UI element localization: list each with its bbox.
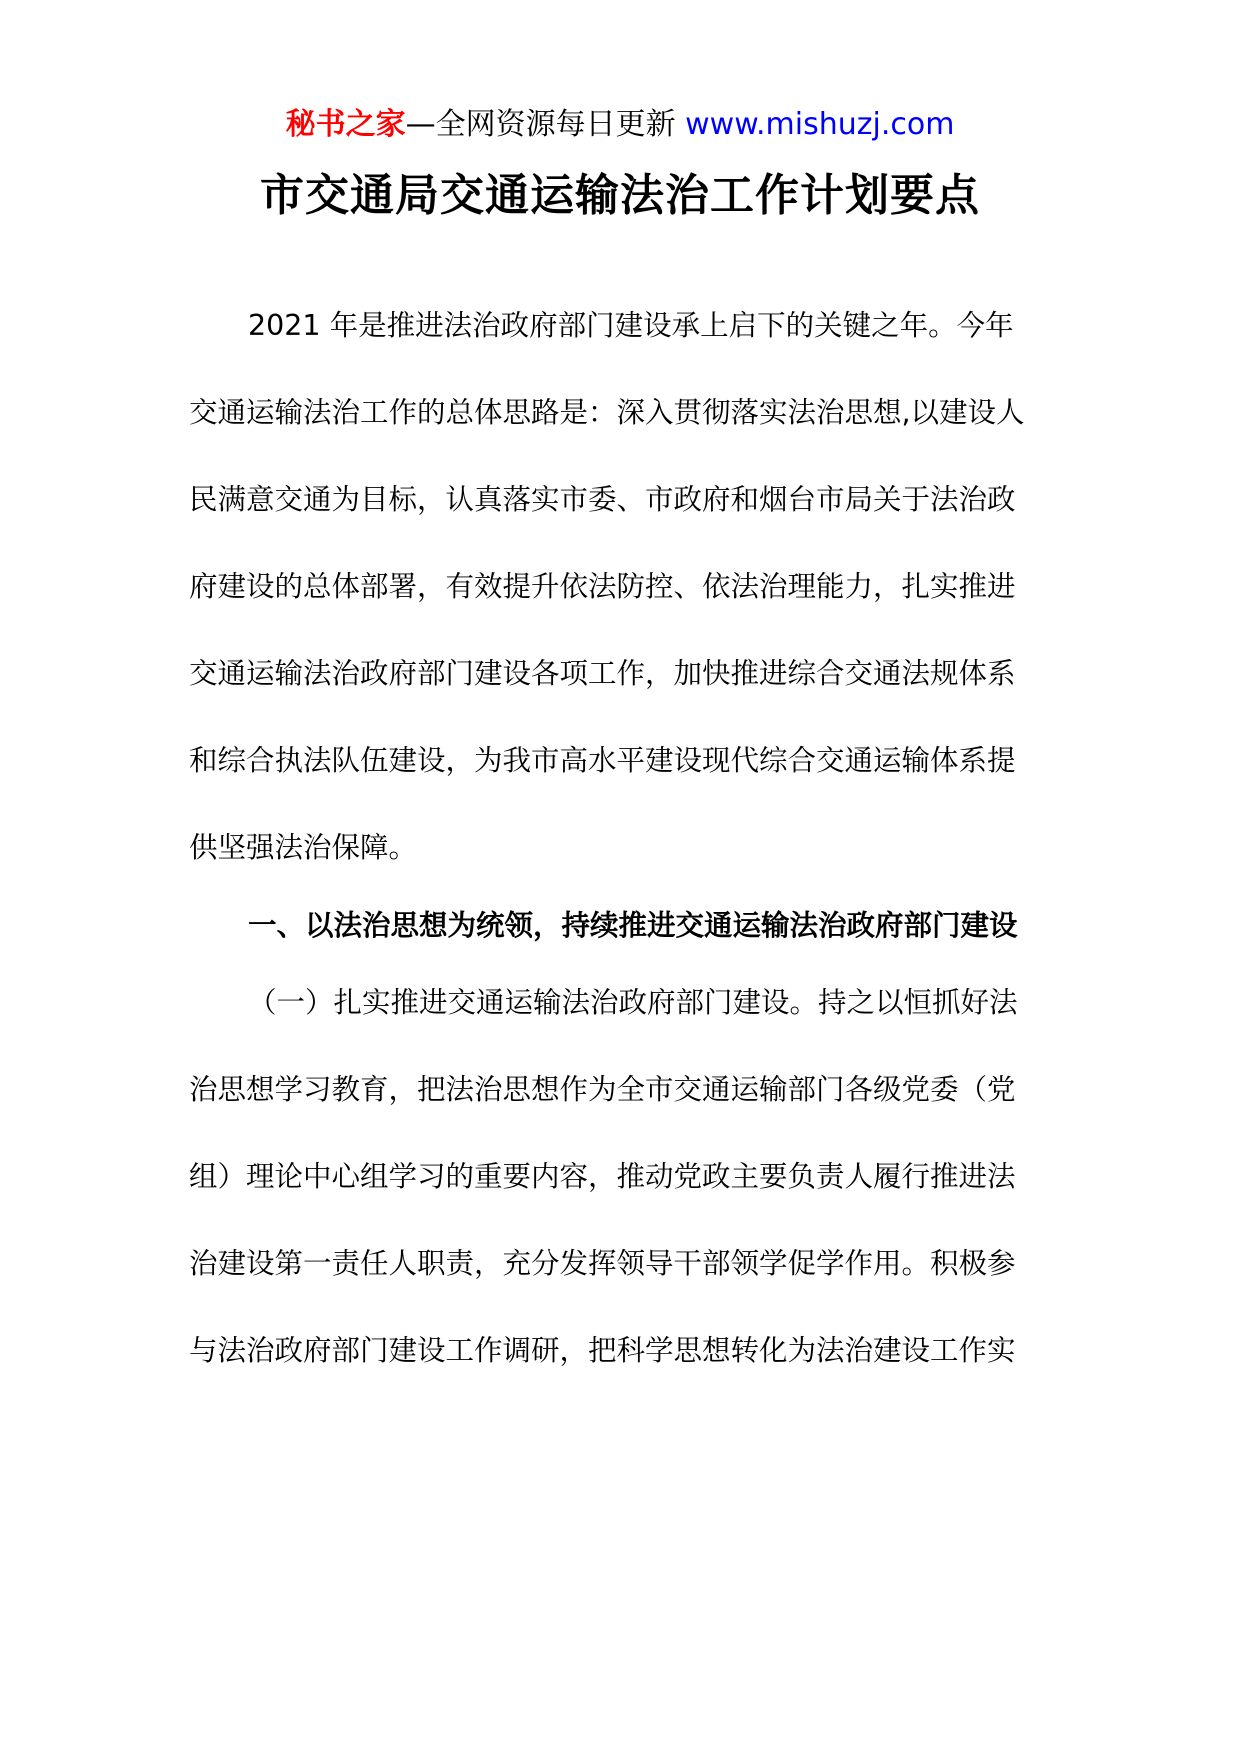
body-line-3: 民满意交通为目标，认真落实市委、市政府和烟台市局关于法治政 (189, 483, 1016, 516)
section-heading-1: 一、以法治思想为统领，持续推进交通运输法治政府部门建设 (248, 909, 1018, 942)
body-line-13: 与法治政府部门建设工作调研，把科学思想转化为法治建设工作实 (189, 1334, 1016, 1367)
body-line-5: 交通运输法治政府部门建设各项工作，加快推进综合交通法规体系 (189, 657, 1016, 690)
body-line-7: 供坚强法治保障。 (189, 831, 418, 864)
document-title: 市交通局交通运输法治工作计划要点 (260, 170, 980, 221)
body-line-2: 交通运输法治工作的总体思路是：深入贯彻落实法治思想,以建设人 (189, 396, 1025, 429)
header-tagline: —全网资源每日更新 (405, 107, 676, 142)
body-line-6: 和综合执法队伍建设，为我市高水平建设现代综合交通运输体系提 (189, 744, 1016, 777)
header-url-link[interactable]: www.mishuzj.com (685, 107, 955, 142)
site-header (0, 103, 1240, 147)
header-brand: 秘书之家 (285, 107, 406, 142)
body-line-10: 治思想学习教育，把法治思想作为全市交通运输部门各级党委（党 (189, 1073, 1016, 1106)
body-line-12: 治建设第一责任人职责，充分发挥领导干部领学促学作用。积极参 (189, 1247, 1016, 1280)
body-line-4: 府建设的总体部署，有效提升依法防控、依法治理能力，扎实推进 (189, 570, 1016, 603)
body-line-11: 组）理论中心组学习的重要内容，推动党政主要负责人履行推进法 (189, 1160, 1016, 1193)
body-line-1: 2021 年是推进法治政府部门建设承上启下的关键之年。今年 (248, 309, 1014, 342)
body-line-9: （一）扎实推进交通运输法治政府部门建设。持之以恒抓好法 (248, 986, 1018, 1019)
